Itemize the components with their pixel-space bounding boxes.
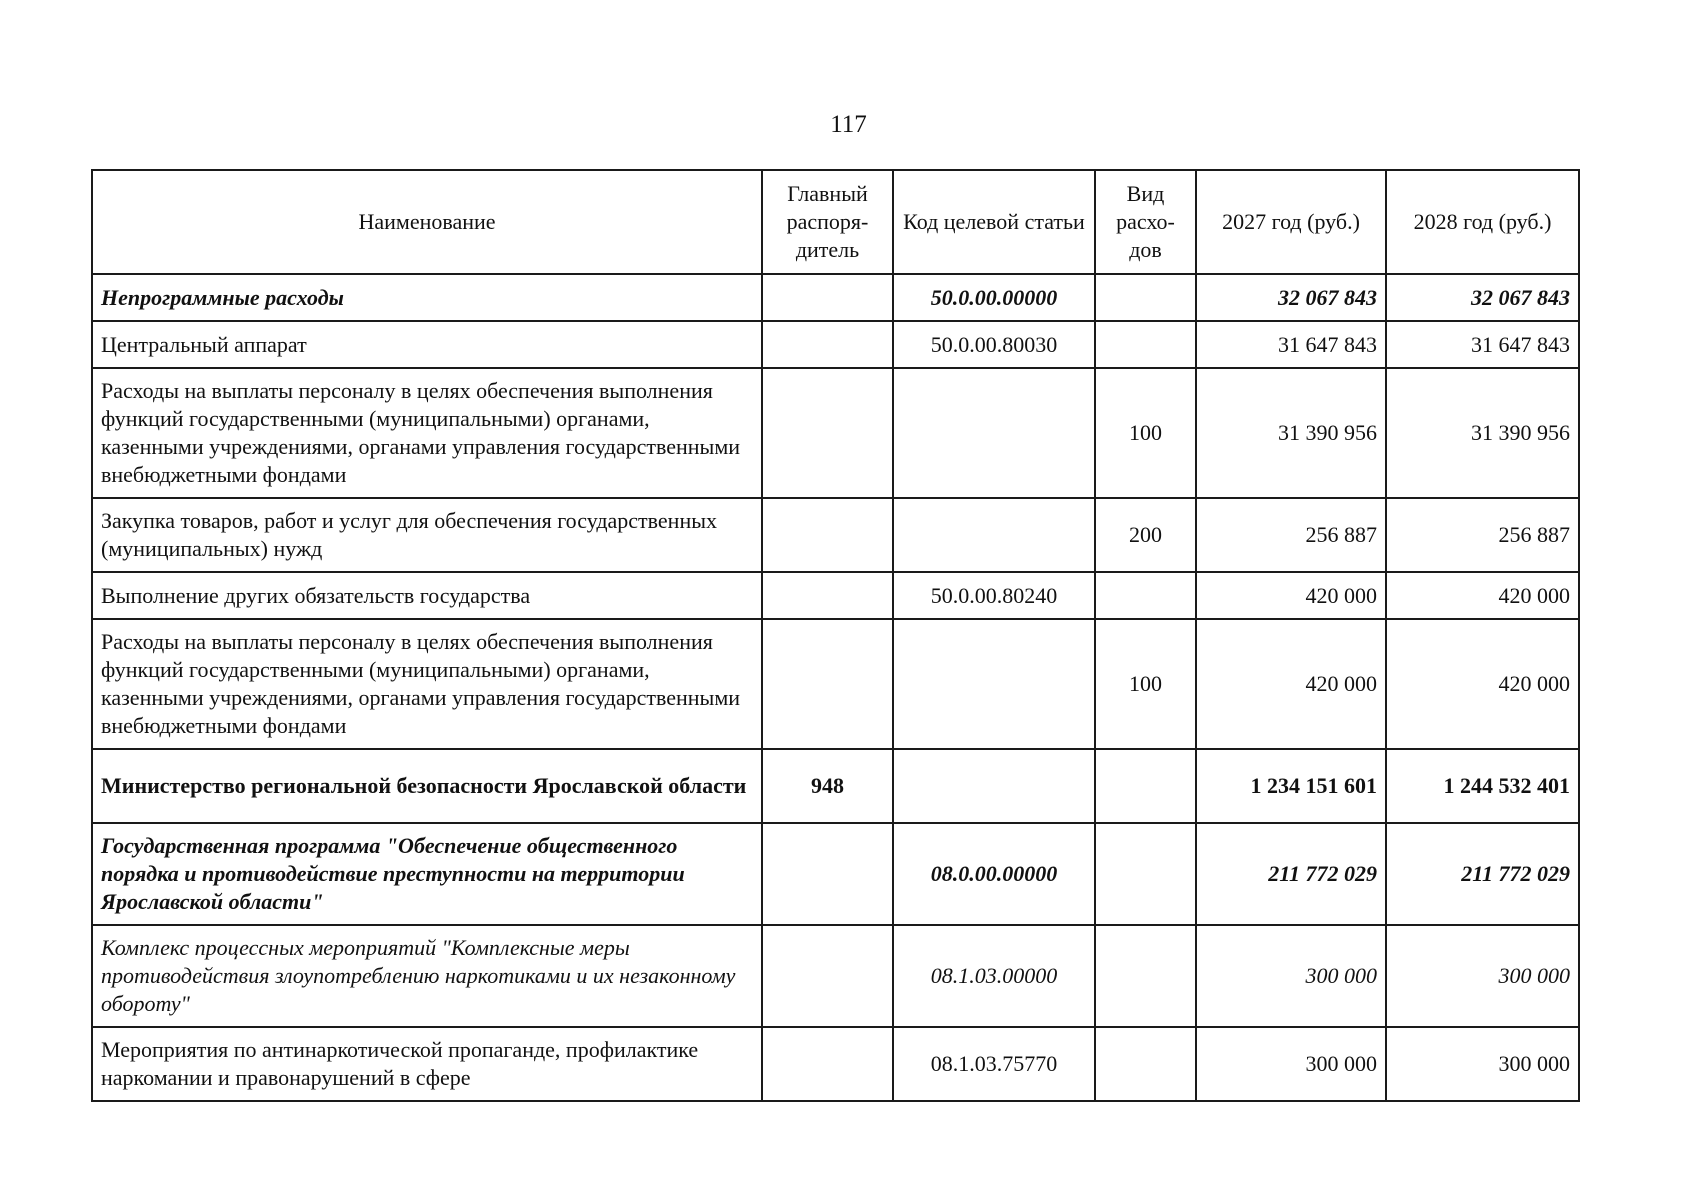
cell-2027: 211 772 029 — [1196, 823, 1386, 925]
cell-2027: 300 000 — [1196, 1027, 1386, 1101]
cell-2028: 256 887 — [1386, 498, 1579, 572]
cell-code: 08.1.03.75770 — [893, 1027, 1095, 1101]
cell-kind: 100 — [1095, 368, 1196, 498]
cell-2028: 420 000 — [1386, 619, 1579, 749]
cell-2028: 420 000 — [1386, 572, 1579, 619]
cell-2027: 300 000 — [1196, 925, 1386, 1027]
cell-kind: 100 — [1095, 619, 1196, 749]
cell-code: 50.0.00.80030 — [893, 321, 1095, 368]
cell-kind — [1095, 321, 1196, 368]
cell-2027: 256 887 — [1196, 498, 1386, 572]
cell-2028: 1 244 532 401 — [1386, 749, 1579, 823]
cell-code — [893, 498, 1095, 572]
table-row — [92, 1027, 1579, 1101]
cell-kind — [1095, 572, 1196, 619]
cell-name: Мероприятия по антинаркотической пропаганде, профилактике наркомании и правонарушений в сфере — [92, 1027, 762, 1101]
cell-admin — [762, 498, 893, 572]
cell-2028: 31 647 843 — [1386, 321, 1579, 368]
table-row — [92, 619, 1579, 749]
cell-2028: 31 390 956 — [1386, 368, 1579, 498]
header-kind: Вид расхо-дов — [1095, 170, 1196, 274]
cell-admin — [762, 274, 893, 321]
cell-2027: 420 000 — [1196, 572, 1386, 619]
header-2028: 2028 год (руб.) — [1386, 170, 1579, 274]
cell-admin — [762, 321, 893, 368]
cell-kind — [1095, 823, 1196, 925]
budget-table — [91, 169, 1580, 1102]
table-header-row — [92, 170, 1579, 274]
table-row — [92, 321, 1579, 368]
cell-admin — [762, 1027, 893, 1101]
cell-code: 08.0.00.00000 — [893, 823, 1095, 925]
cell-name: Расходы на выплаты персоналу в целях обеспечения выполнения функций государственными (муниципальными) органами, казенными учреждениями, органами управления государственными внебюджетными фондами — [92, 368, 762, 498]
cell-2027: 420 000 — [1196, 619, 1386, 749]
cell-2028: 32 067 843 — [1386, 274, 1579, 321]
cell-kind: 200 — [1095, 498, 1196, 572]
cell-2027: 31 390 956 — [1196, 368, 1386, 498]
cell-kind — [1095, 274, 1196, 321]
table-row — [92, 498, 1579, 572]
cell-admin — [762, 823, 893, 925]
cell-name: Комплекс процессных мероприятий "Комплексные меры противодействия злоупотреблению наркотиками и их незаконному обороту" — [92, 925, 762, 1027]
cell-2027: 31 647 843 — [1196, 321, 1386, 368]
cell-2027: 32 067 843 — [1196, 274, 1386, 321]
page-number: 117 — [830, 111, 867, 138]
table-row — [92, 749, 1579, 823]
cell-code — [893, 749, 1095, 823]
header-code: Код целевой статьи — [893, 170, 1095, 274]
table-row — [92, 925, 1579, 1027]
cell-code — [893, 619, 1095, 749]
cell-name: Министерство региональной безопасности Ярославской области — [92, 749, 762, 823]
cell-kind — [1095, 1027, 1196, 1101]
cell-name: Выполнение других обязательств государства — [92, 572, 762, 619]
cell-name: Государственная программа "Обеспечение общественного порядка и противодействие преступности на территории Ярославской области" — [92, 823, 762, 925]
cell-2028: 211 772 029 — [1386, 823, 1579, 925]
cell-2028: 300 000 — [1386, 925, 1579, 1027]
cell-code: 50.0.00.80240 — [893, 572, 1095, 619]
cell-kind — [1095, 925, 1196, 1027]
cell-admin — [762, 925, 893, 1027]
cell-admin — [762, 572, 893, 619]
header-2027: 2027 год (руб.) — [1196, 170, 1386, 274]
table-row — [92, 823, 1579, 925]
table-row — [92, 274, 1579, 321]
cell-name: Расходы на выплаты персоналу в целях обеспечения выполнения функций государственными (муниципальными) органами, казенными учреждениями, органами управления государственными внебюджетными фондами — [92, 619, 762, 749]
cell-code: 08.1.03.00000 — [893, 925, 1095, 1027]
header-name: Наименование — [92, 170, 762, 274]
cell-admin — [762, 619, 893, 749]
cell-2028: 300 000 — [1386, 1027, 1579, 1101]
cell-name: Непрограммные расходы — [92, 274, 762, 321]
cell-admin: 948 — [762, 749, 893, 823]
cell-name: Центральный аппарат — [92, 321, 762, 368]
cell-kind — [1095, 749, 1196, 823]
table-row — [92, 368, 1579, 498]
cell-2027: 1 234 151 601 — [1196, 749, 1386, 823]
cell-name: Закупка товаров, работ и услуг для обеспечения государственных (муниципальных) нужд — [92, 498, 762, 572]
cell-code: 50.0.00.00000 — [893, 274, 1095, 321]
cell-code — [893, 368, 1095, 498]
table-row — [92, 572, 1579, 619]
header-admin: Главный распоря-дитель — [762, 170, 893, 274]
cell-admin — [762, 368, 893, 498]
